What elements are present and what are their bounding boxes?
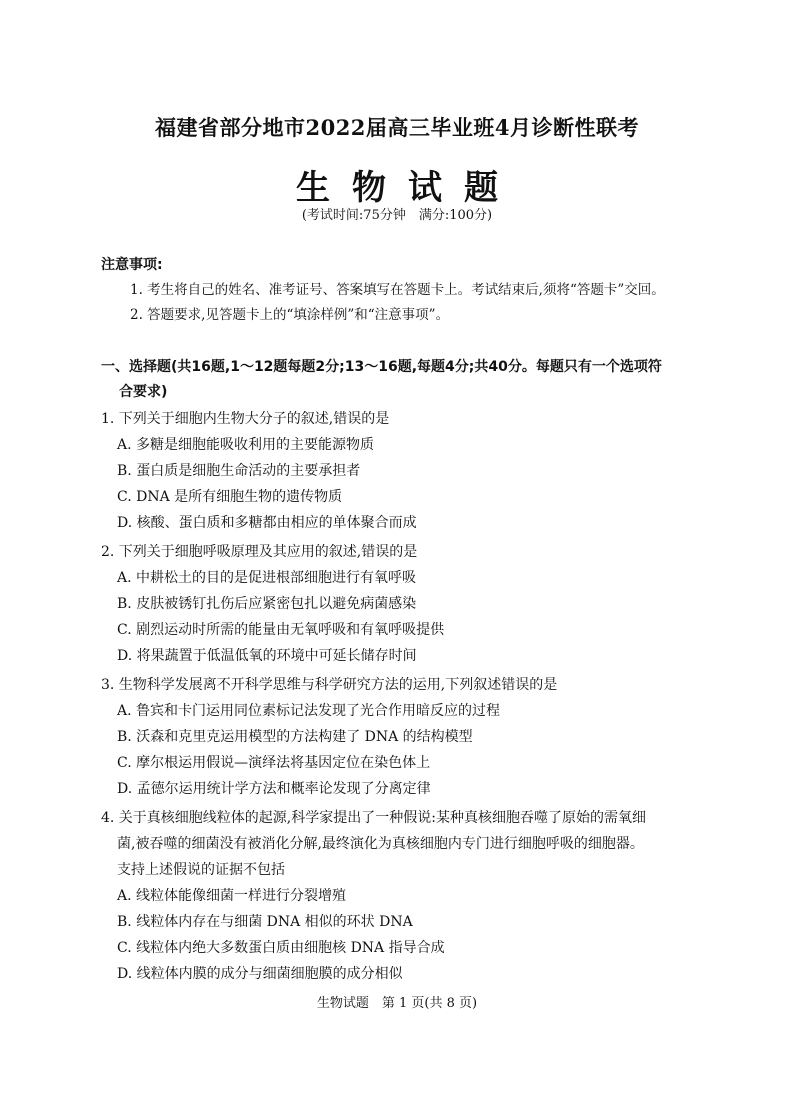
question-option: A. 中耕松土的目的是促进根部细胞进行有氧呼吸 [117, 570, 417, 586]
question-stem-cont: 菌,被吞噬的细菌没有被消化分解,最终演化为真核细胞内专门进行细胞呼吸的细胞器。 [117, 836, 644, 852]
question-option: B. 沃森和克里克运用模型的方法构建了 DNA 的结构模型 [117, 729, 473, 745]
question-option: D. 孟德尔运用统计学方法和概率论发现了分离定律 [117, 781, 431, 797]
subject-title: 生物试题 [296, 168, 520, 208]
question-option: A. 鲁宾和卡门运用同位素标记法发现了光合作用暗反应的过程 [117, 703, 501, 719]
notice-item: 1. 考生将自己的姓名、准考证号、答案填写在答题卡上。考试结束后,须将“答题卡”交回。 [130, 282, 665, 298]
question-option: B. 线粒体内存在与细菌 DNA 相似的环状 DNA [117, 914, 413, 930]
section-heading: 一、选择题(共16题,1～12题每题2分;13～16题,每题4分;共40分。每题只有一个选项符 [101, 359, 662, 375]
question-option: B. 蛋白质是细胞生命活动的主要承担者 [117, 463, 361, 479]
notice-item: 2. 答题要求,见答题卡上的“填涂样例”和“注意事项”。 [130, 307, 450, 323]
exam-info: (考试时间:75分钟 满分:100分) [301, 208, 493, 223]
question-stem: 1. 下列关于细胞内生物大分子的叙述,错误的是 [101, 411, 390, 427]
notice-heading: 注意事项: [101, 257, 163, 273]
question-stem-cont: 支持上述假说的证据不包括 [117, 862, 285, 878]
question-option: D. 核酸、蛋白质和多糖都由相应的单体聚合而成 [117, 515, 417, 531]
question-stem: 4. 关于真核细胞线粒体的起源,科学家提出了一种假说:某种真核细胞吞噬了原始的需氧细 [101, 810, 646, 826]
question-stem: 3. 生物科学发展离不开科学思维与科学研究方法的运用,下列叙述错误的是 [101, 677, 558, 693]
question-option: A. 线粒体能像细菌一样进行分裂增殖 [117, 888, 347, 904]
exam-title: 福建省部分地市2022届高三毕业班4月诊断性联考 [154, 115, 640, 140]
question-option: D. 线粒体内膜的成分与细菌细胞膜的成分相似 [117, 966, 403, 982]
question-option: A. 多糖是细胞能吸收利用的主要能源物质 [117, 437, 375, 453]
question-option: C. 摩尔根运用假说—演绎法将基因定位在染色体上 [117, 755, 431, 771]
question-option: C. DNA 是所有细胞生物的遗传物质 [117, 489, 343, 505]
question-option: D. 将果蔬置于低温低氧的环境中可延长储存时间 [117, 648, 417, 664]
question-option: C. 线粒体内绝大多数蛋白质由细胞核 DNA 指导合成 [117, 940, 445, 956]
question-option: C. 剧烈运动时所需的能量由无氧呼吸和有氧呼吸提供 [117, 622, 445, 638]
page-footer: 生物试题 第 1 页(共 8 页) [316, 996, 478, 1011]
section-heading-cont: 合要求) [119, 384, 168, 400]
question-option: B. 皮肤被锈钉扎伤后应紧密包扎以避免病菌感染 [117, 596, 417, 612]
question-stem: 2. 下列关于细胞呼吸原理及其应用的叙述,错误的是 [101, 544, 418, 560]
